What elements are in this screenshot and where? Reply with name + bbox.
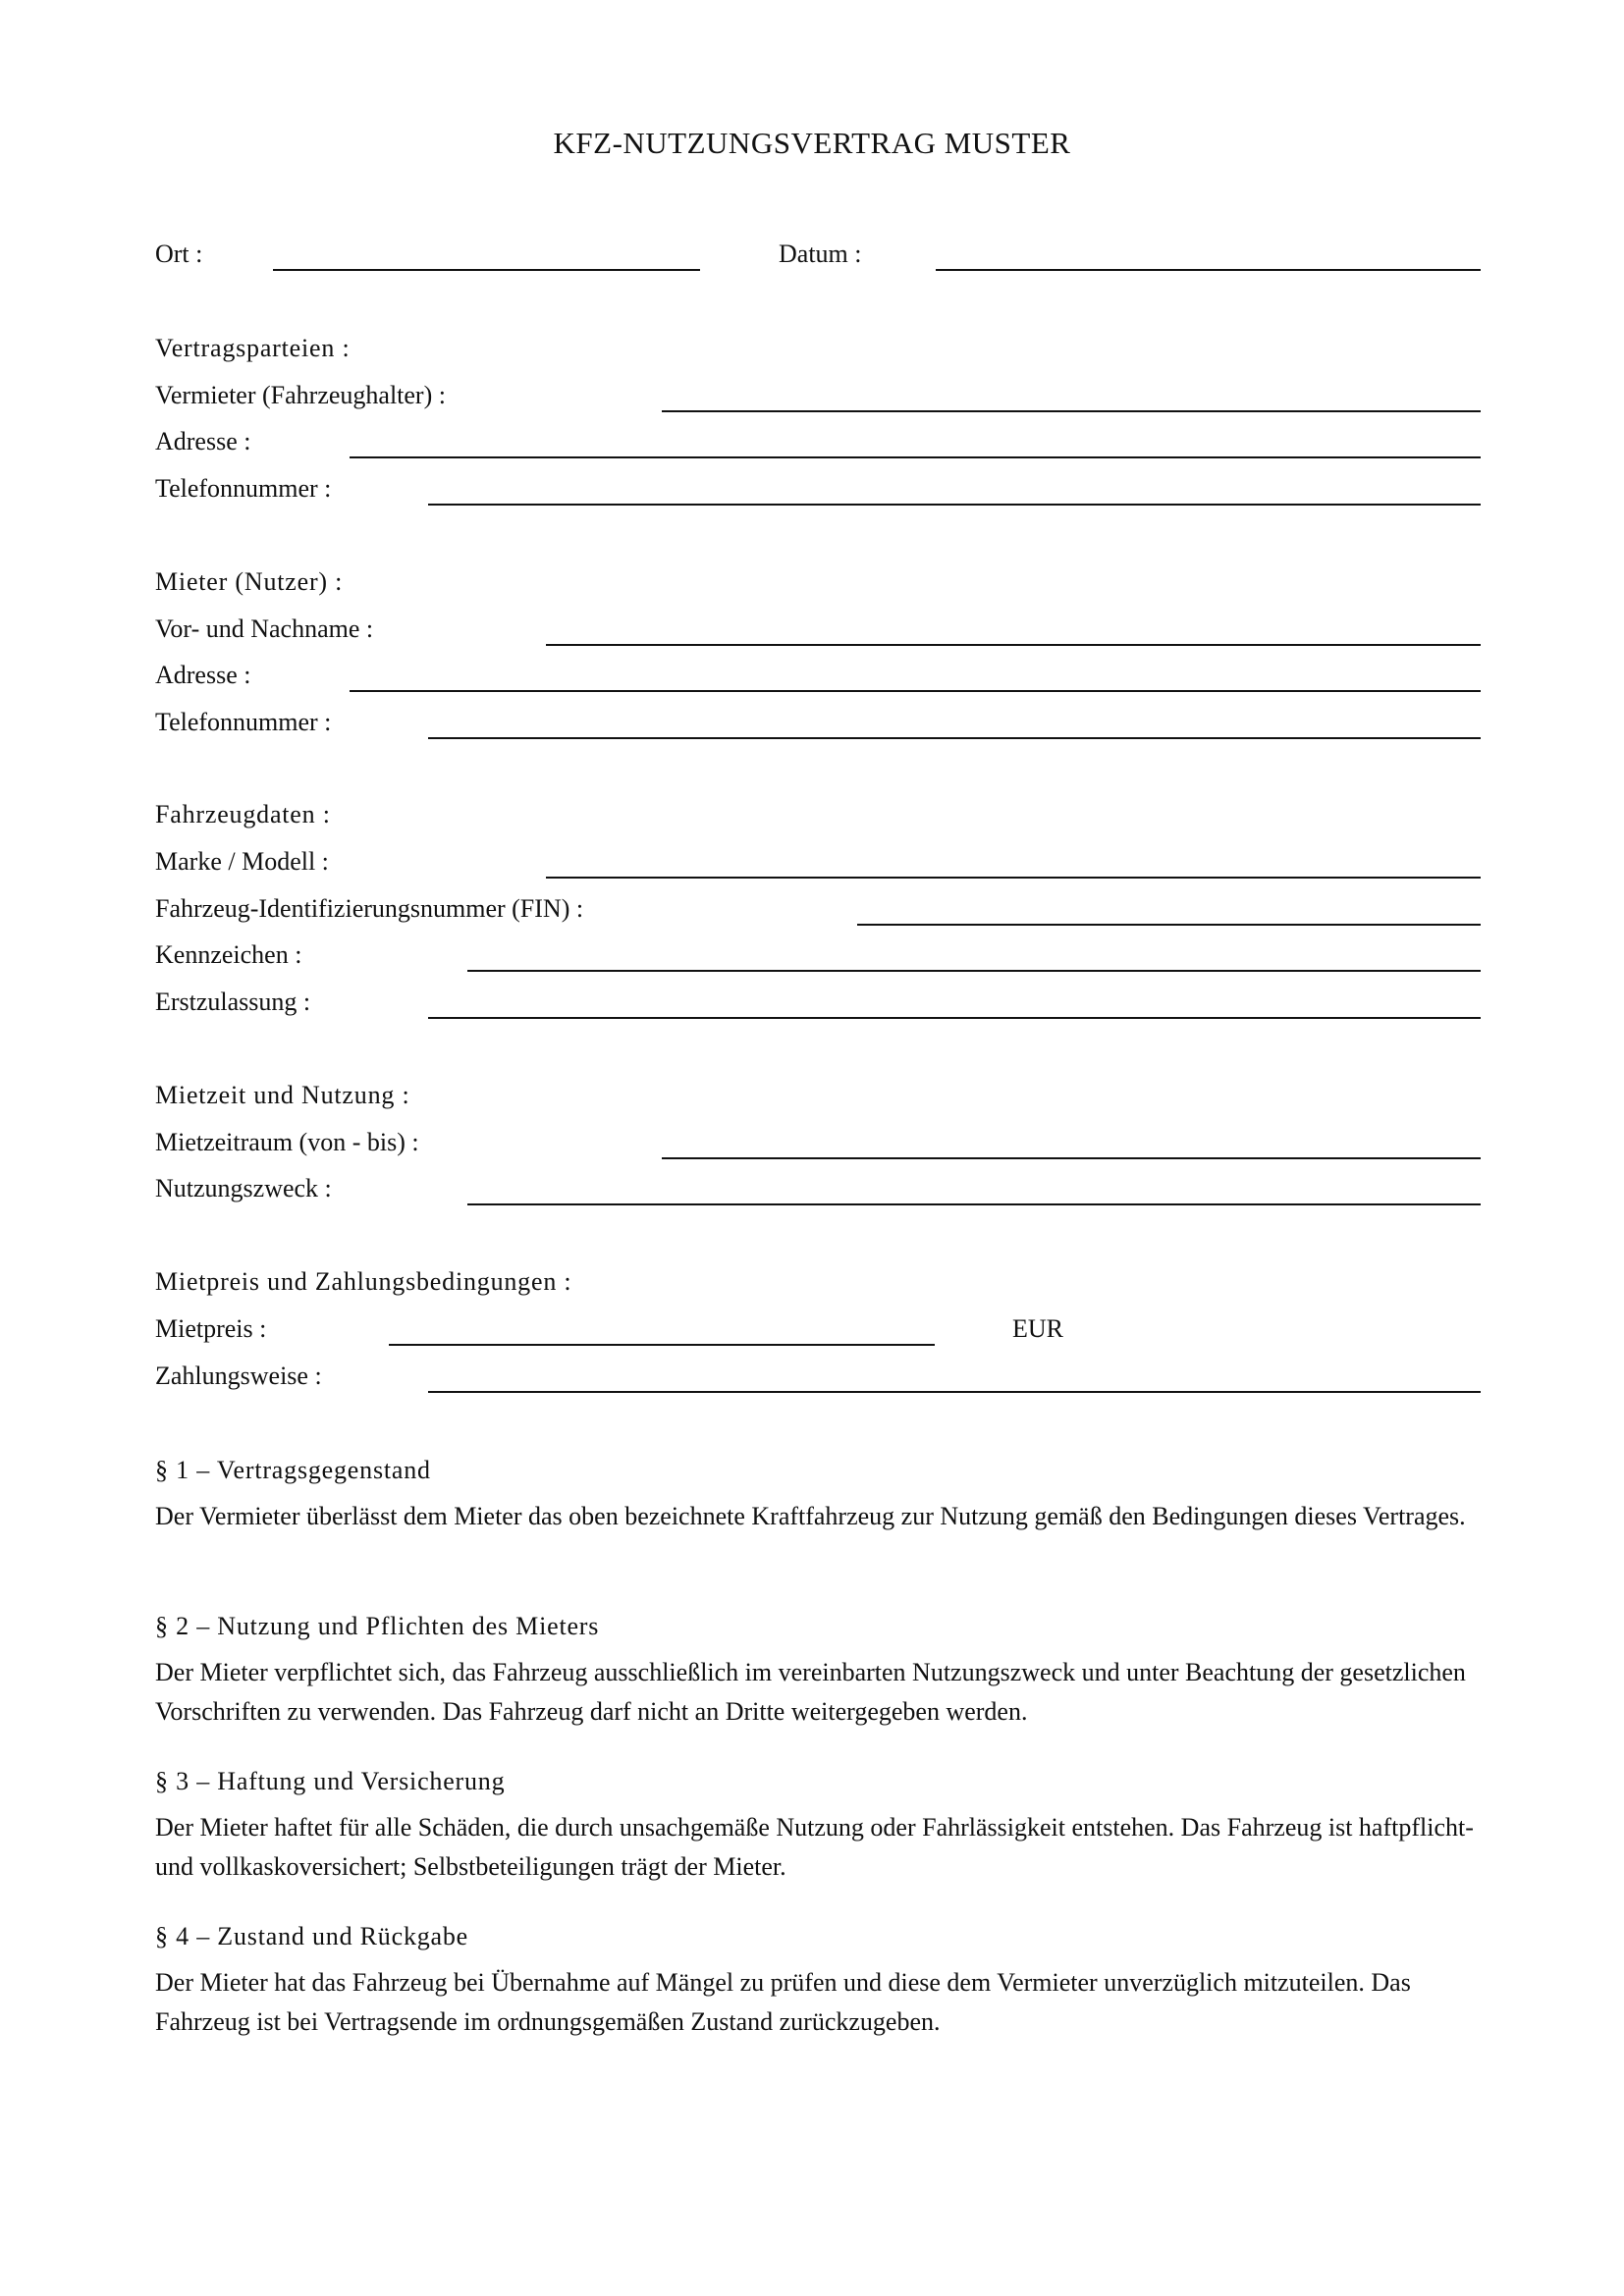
tenant-phone-field[interactable] — [428, 737, 1481, 739]
rental-period-field[interactable] — [662, 1157, 1481, 1159]
section-3-text: Der Mieter haftet für alle Schäden, die durch unsachgemäße Nutzung oder Fahrlässigkeit entstehen. Das Fahrzeug ist haftpflicht- und vollkaskoversichert; Selbstbeteiligungen trägt der Mieter. — [155, 1813, 1474, 1881]
vehicle-registration-field[interactable] — [428, 1017, 1481, 1019]
vehicle-model-field[interactable] — [546, 877, 1481, 879]
section-2-text: Der Mieter verpflichtet sich, das Fahrzeug ausschließlich im vereinbarten Nutzungszweck und unter Beachtung der gesetzlichen Vorschriften zu verwenden. Das Fahrzeug darf nicht an Dritte weitergegeben werden. — [155, 1658, 1466, 1726]
vehicle-fin-label: Fahrzeug-Identifizierungsnummer (FIN) : — [155, 894, 584, 923]
document-title: KFZ-NUTZUNGSVERTRAG MUSTER — [553, 126, 1071, 160]
datum-label: Datum : — [779, 240, 862, 268]
section-1-title: § 1 – Vertragsgegenstand — [155, 1456, 431, 1484]
payment-method-field[interactable] — [428, 1391, 1481, 1393]
payment-heading: Mietpreis und Zahlungsbedingungen : — [155, 1267, 572, 1296]
vehicle-registration-label: Erstzulassung : — [155, 988, 311, 1016]
section-3-title: § 3 – Haftung und Versicherung — [155, 1767, 506, 1795]
rental-heading: Mietzeit und Nutzung : — [155, 1081, 410, 1109]
tenant-name-label: Vor- und Nachname : — [155, 614, 374, 643]
parties-heading: Vertragsparteien : — [155, 334, 351, 362]
datum-field[interactable] — [936, 269, 1481, 271]
landlord-address-label: Adresse : — [155, 427, 251, 455]
section-1-text: Der Vermieter überlässt dem Mieter das oben bezeichnete Kraftfahrzeug zur Nutzung gemäß den Bedingungen dieses Vertrages. — [155, 1502, 1466, 1530]
vehicle-model-label: Marke / Modell : — [155, 847, 329, 876]
vehicle-plate-field[interactable] — [467, 970, 1481, 972]
price-field[interactable] — [389, 1344, 935, 1346]
rental-purpose-field[interactable] — [467, 1203, 1481, 1205]
vehicle-plate-label: Kennzeichen : — [155, 940, 302, 969]
tenant-phone-label: Telefonnummer : — [155, 708, 332, 736]
landlord-phone-field[interactable] — [428, 504, 1481, 506]
vehicle-fin-field[interactable] — [857, 924, 1481, 926]
tenant-address-label: Adresse : — [155, 661, 251, 689]
rental-period-label: Mietzeitraum (von - bis) : — [155, 1128, 419, 1156]
vehicle-heading: Fahrzeugdaten : — [155, 800, 331, 828]
currency-label: EUR — [1012, 1314, 1063, 1343]
payment-method-label: Zahlungsweise : — [155, 1362, 322, 1390]
rental-purpose-label: Nutzungszweck : — [155, 1174, 332, 1202]
landlord-field[interactable] — [662, 410, 1481, 412]
ort-label: Ort : — [155, 240, 203, 268]
tenant-address-field[interactable] — [350, 690, 1481, 692]
section-2-title: § 2 – Nutzung und Pflichten des Mieters — [155, 1612, 600, 1640]
section-4-title: § 4 – Zustand und Rückgabe — [155, 1922, 469, 1950]
tenant-name-field[interactable] — [546, 644, 1481, 646]
ort-field[interactable] — [273, 269, 700, 271]
price-label: Mietpreis : — [155, 1314, 267, 1343]
landlord-address-field[interactable] — [350, 456, 1481, 458]
tenant-heading: Mieter (Nutzer) : — [155, 567, 344, 596]
section-4-text: Der Mieter hat das Fahrzeug bei Übernahme auf Mängel zu prüfen und diese dem Vermieter unverzüglich mitzuteilen. Das Fahrzeug ist bei Vertragsende im ordnungsgemäßen Zustand zurückzugeben. — [155, 1968, 1411, 2036]
landlord-label: Vermieter (Fahrzeughalter) : — [155, 381, 446, 409]
landlord-phone-label: Telefonnummer : — [155, 474, 332, 503]
